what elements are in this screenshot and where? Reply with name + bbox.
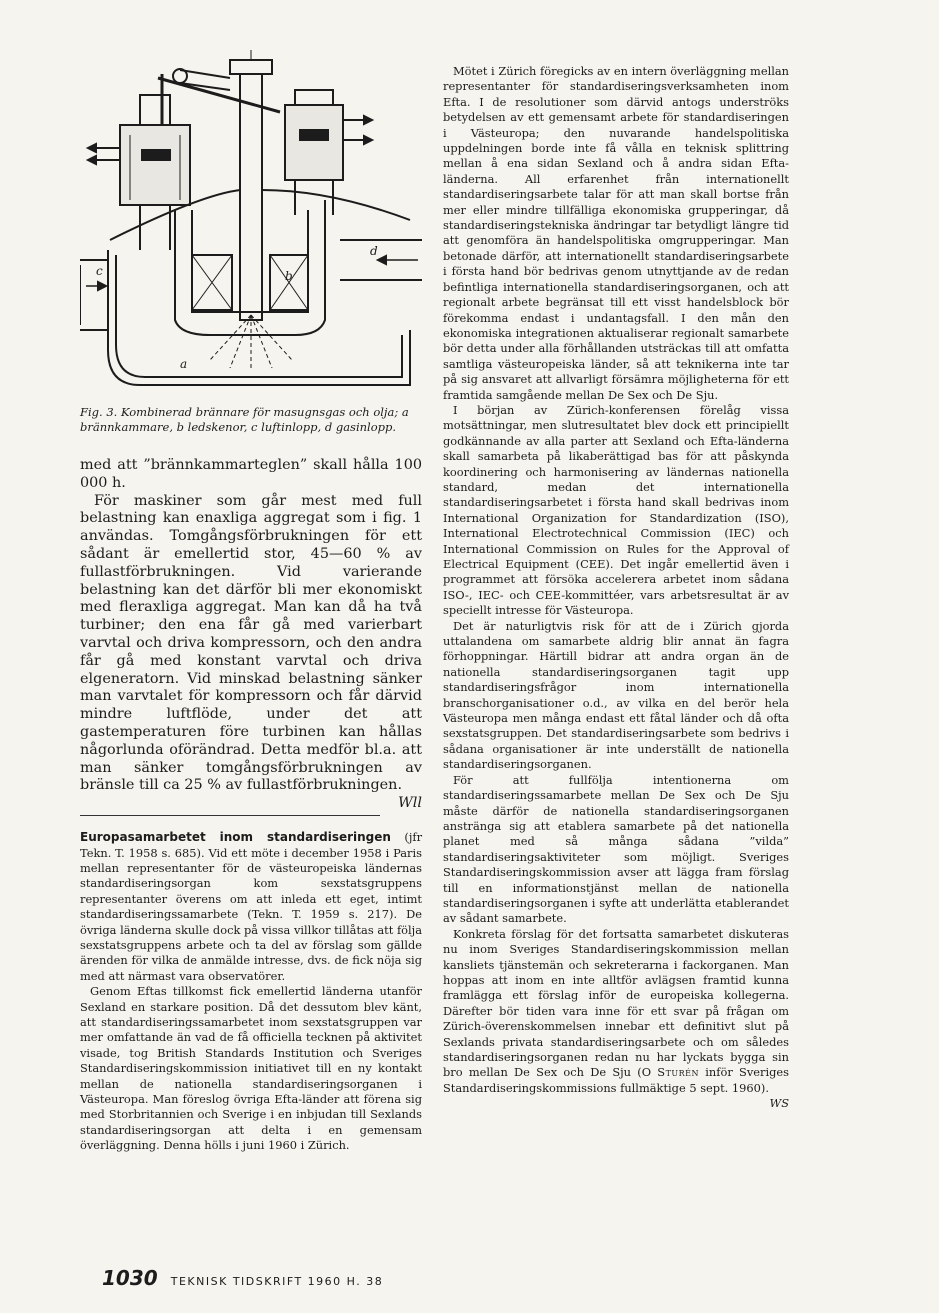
left-article-body bbox=[80, 457, 422, 812]
author-name: Sturén bbox=[657, 1065, 700, 1080]
article-last-end: inför Sveriges Standardiseringskommissions fullmäktige 5 sept. 1960). bbox=[443, 1065, 789, 1095]
label-b: b bbox=[285, 269, 293, 283]
right-column bbox=[443, 64, 789, 1112]
burner-diagram bbox=[80, 50, 422, 395]
burner-figure bbox=[80, 50, 422, 395]
article-intro: (jfr Tekn. T. 1958 s. 685). Vid ett möte i december 1958 i Paris mellan representanter för de västeuropeiska ländernas standardiseringsorgan kom sexstatsgruppens representanter överens om att inleda ett eget, intimt standardiseringssamarbete (Tekn. T. 1959 s. 217). De övriga länderna skulle dock på vissa villkor tillåtas att följa sexstatsgruppens arbete och ta del av förslag som gällde ärenden för vilka de anmälde intresse, dvs. de fick nöja sig med att närmast vara observatörer. bbox=[80, 830, 423, 983]
label-d: d bbox=[370, 244, 378, 258]
article-signature: WS bbox=[769, 1096, 789, 1111]
left-article-paragraph-1: med att ”brännkammarteglen” skall hålla 100 000 h. bbox=[80, 457, 422, 491]
page-number: 1030 bbox=[102, 1266, 158, 1290]
article-right-paragraph-4: För att fullfölja intentionerna om standardiseringssamarbete mellan De Sex och De Sju måste därför de nationella standardiseringsorganen anstränga sig att etablera samarbete på det nationella planet med så många sådana ”vilda” standardiseringsaktiviteter som möjligt. Sveriges Standardiseringskommission avser att lägga fram förslag till en informationstjänst mellan de nationella standardiseringsorganen i syfte att underlätta etablerandet av sådant samarbete. bbox=[443, 772, 789, 926]
figure-caption-text: Kombinerad brännare för masugnsgas och olja; a brännkammare, b ledskenor, c luftinlopp, d gasinlopp. bbox=[80, 405, 409, 434]
figure-caption-label: Fig. 3. bbox=[80, 405, 118, 419]
article-headline: Europasamarbetet inom standardiseringen bbox=[80, 830, 391, 845]
article-right-paragraph-1: Mötet i Zürich föregicks av en intern överläggning mellan representanter för standardiseringsverksamheten inom Efta. I de resolutioner som därvid antogs underströks betydelsen av ett gemensamt arbete för standardiseringen i Västeuropa; den nuvarande handelspolitiska uppdelningen borde inte få vålla en teknisk splittring mellan å ena sidan Sexland och å andra sidan Efta-länderna. All erfarenhet från internationellt standardiseringsarbete talar för att man skall bortse från mer eller mindre tillfälliga ekonomiska grupperingar, då standardiseringstekniska ändringar tar betydligt längre tid att genomföra än handelspolitiska omgrupperingar. Man betonade därför, att internationellt standardiseringsarbete i första hand bör bedrivas genom utnyttjande av de redan befintliga internationella standardiseringsorganen, och att regionalt arbete begränsat till ett visst handelsblock bör förekomma endast i undantagsfall. I den mån den ekonomiska integrationen aktualiserar regionalt samarbete bör detta under alla förhållanden utsträckas till att omfatta samtliga västeuropeiska länder, så att teknikerna inte tar på sig ansvaret att allvarligt försämra möjligheterna för ett framtida samgående mellan De Sex och De Sju. bbox=[443, 64, 789, 402]
left-column bbox=[80, 50, 422, 1154]
magazine-issue: TEKNISK TIDSKRIFT 1960 H. 38 bbox=[170, 1275, 384, 1288]
article-right-paragraph-5 bbox=[443, 926, 789, 1111]
article-left-body bbox=[80, 830, 422, 1154]
article-right-paragraph-3: Det är naturligtvis risk för att de i Zürich gjorda uttalandena om samarbete aldrig blir annat än fagra förhoppningar. Härtill bidrar att andra organ än de nationella standardiseringsorganen tagit upp standardiseringsfrågor inom internationella branschorganisationer o.d., av vilka en del berör hela Västeuropa men många endast ett fåtal länder och då ofta sexstatsgruppen. Det standardiseringsarbete som bedrivs i sådana organisationer är inte underställt de nationella standardiseringsorganen. bbox=[443, 618, 789, 772]
page-footer bbox=[102, 1266, 383, 1290]
left-article-paragraph-2: För maskiner som går mest med full belastning kan enaxliga aggregat som i fig. 1 användas. Tomgångsförbrukningen för ett sådant är emellertid stor, 45—60 % av fullastförbrukningen. Vid varierande belastning kan det därför bli mer ekonomiskt med fleraxliga aggregat. Man kan då ha två turbiner; den ena får gå med varierbart varvtal och driva kompressorn, och den andra får gå med konstant varvtal och driva elgeneratorn. Vid minskad belastning sänker man varvtalet för kompressorn och får därvid mindre luftflöde, under det att gastemperaturen före turbinen kan hållas någorlunda oförändrad. Detta medför bl.a. att man sänker tomgångsförbrukningen av bränsle till ca 25 % av fullastförbrukningen. bbox=[80, 492, 422, 794]
label-c: c bbox=[96, 264, 103, 278]
label-a: a bbox=[180, 357, 188, 371]
left-article-signature: Wll bbox=[398, 795, 422, 812]
figure-caption bbox=[80, 405, 422, 435]
article-last-start: Konkreta förslag för det fortsatta samarbetet diskuteras nu inom Sveriges Standardiseringskommission mellan kansliets tjänstemän och sekreterarna i fackorganen. Man hoppas att inom en inte alltför avlägsen framtid kunna framlägga ett förslag inför de europeiska kollegerna. Därefter bör tiden vara inne för ett svar på frågan om Zürich-överenskommelsen innebar ett definitivt slut på Sexlands privata standardiseringsarbete och om således standardiseringsorganen redan nu har lyckats bygga sin bro mellan De Sex och De Sju ( bbox=[443, 926, 789, 1080]
section-divider bbox=[80, 815, 380, 816]
article-left-paragraph: Genom Eftas tillkomst fick emellertid länderna utanför Sexland en starkare position. Då det dessutom blev känt, att standardiseringssamarbetet inom sexstatsgruppen var mer omfattande än vad de få officiella tecknen på aktivitet visade, tog British Standards Institution och Sveriges Standardiseringskommission initiativet till en ny kontakt mellan de nationella standardiseringsorganen i Västeuropa. Man föreslog övriga Efta-länder att förena sig med Storbritannien och Sverige i en inbjudan till Sexlands standardiseringsorgan att delta i en gemensam överläggning. Denna hölls i juni 1960 i Zürich. bbox=[80, 984, 422, 1153]
article-right-paragraph-2: I början av Zürich-konferensen förelåg vissa motsättningar, men slutresultatet blev dock ett principiellt godkännande av alla parter att Sexland och Efta-länderna skall samarbeta på likaberättigad bas för att påskynda koordinering och harmonisering av ländernas nationella standard, medan det internationella standardiseringsarbetet i första hand skall bedrivas inom International Organization for Standardization (ISO), International Electrotechnical Commission (IEC) och International Commission on Rules for the Approval of Electrical Equipment (CEE). Det ingår emellertid även i programmet att försöka accelerera arbetet inom sådana ISO-, IEC- och CEE-kommittéer, vars arbetsresultat är av speciellt intresse för Västeuropa. bbox=[443, 402, 789, 618]
author-initial: O bbox=[641, 1065, 652, 1080]
